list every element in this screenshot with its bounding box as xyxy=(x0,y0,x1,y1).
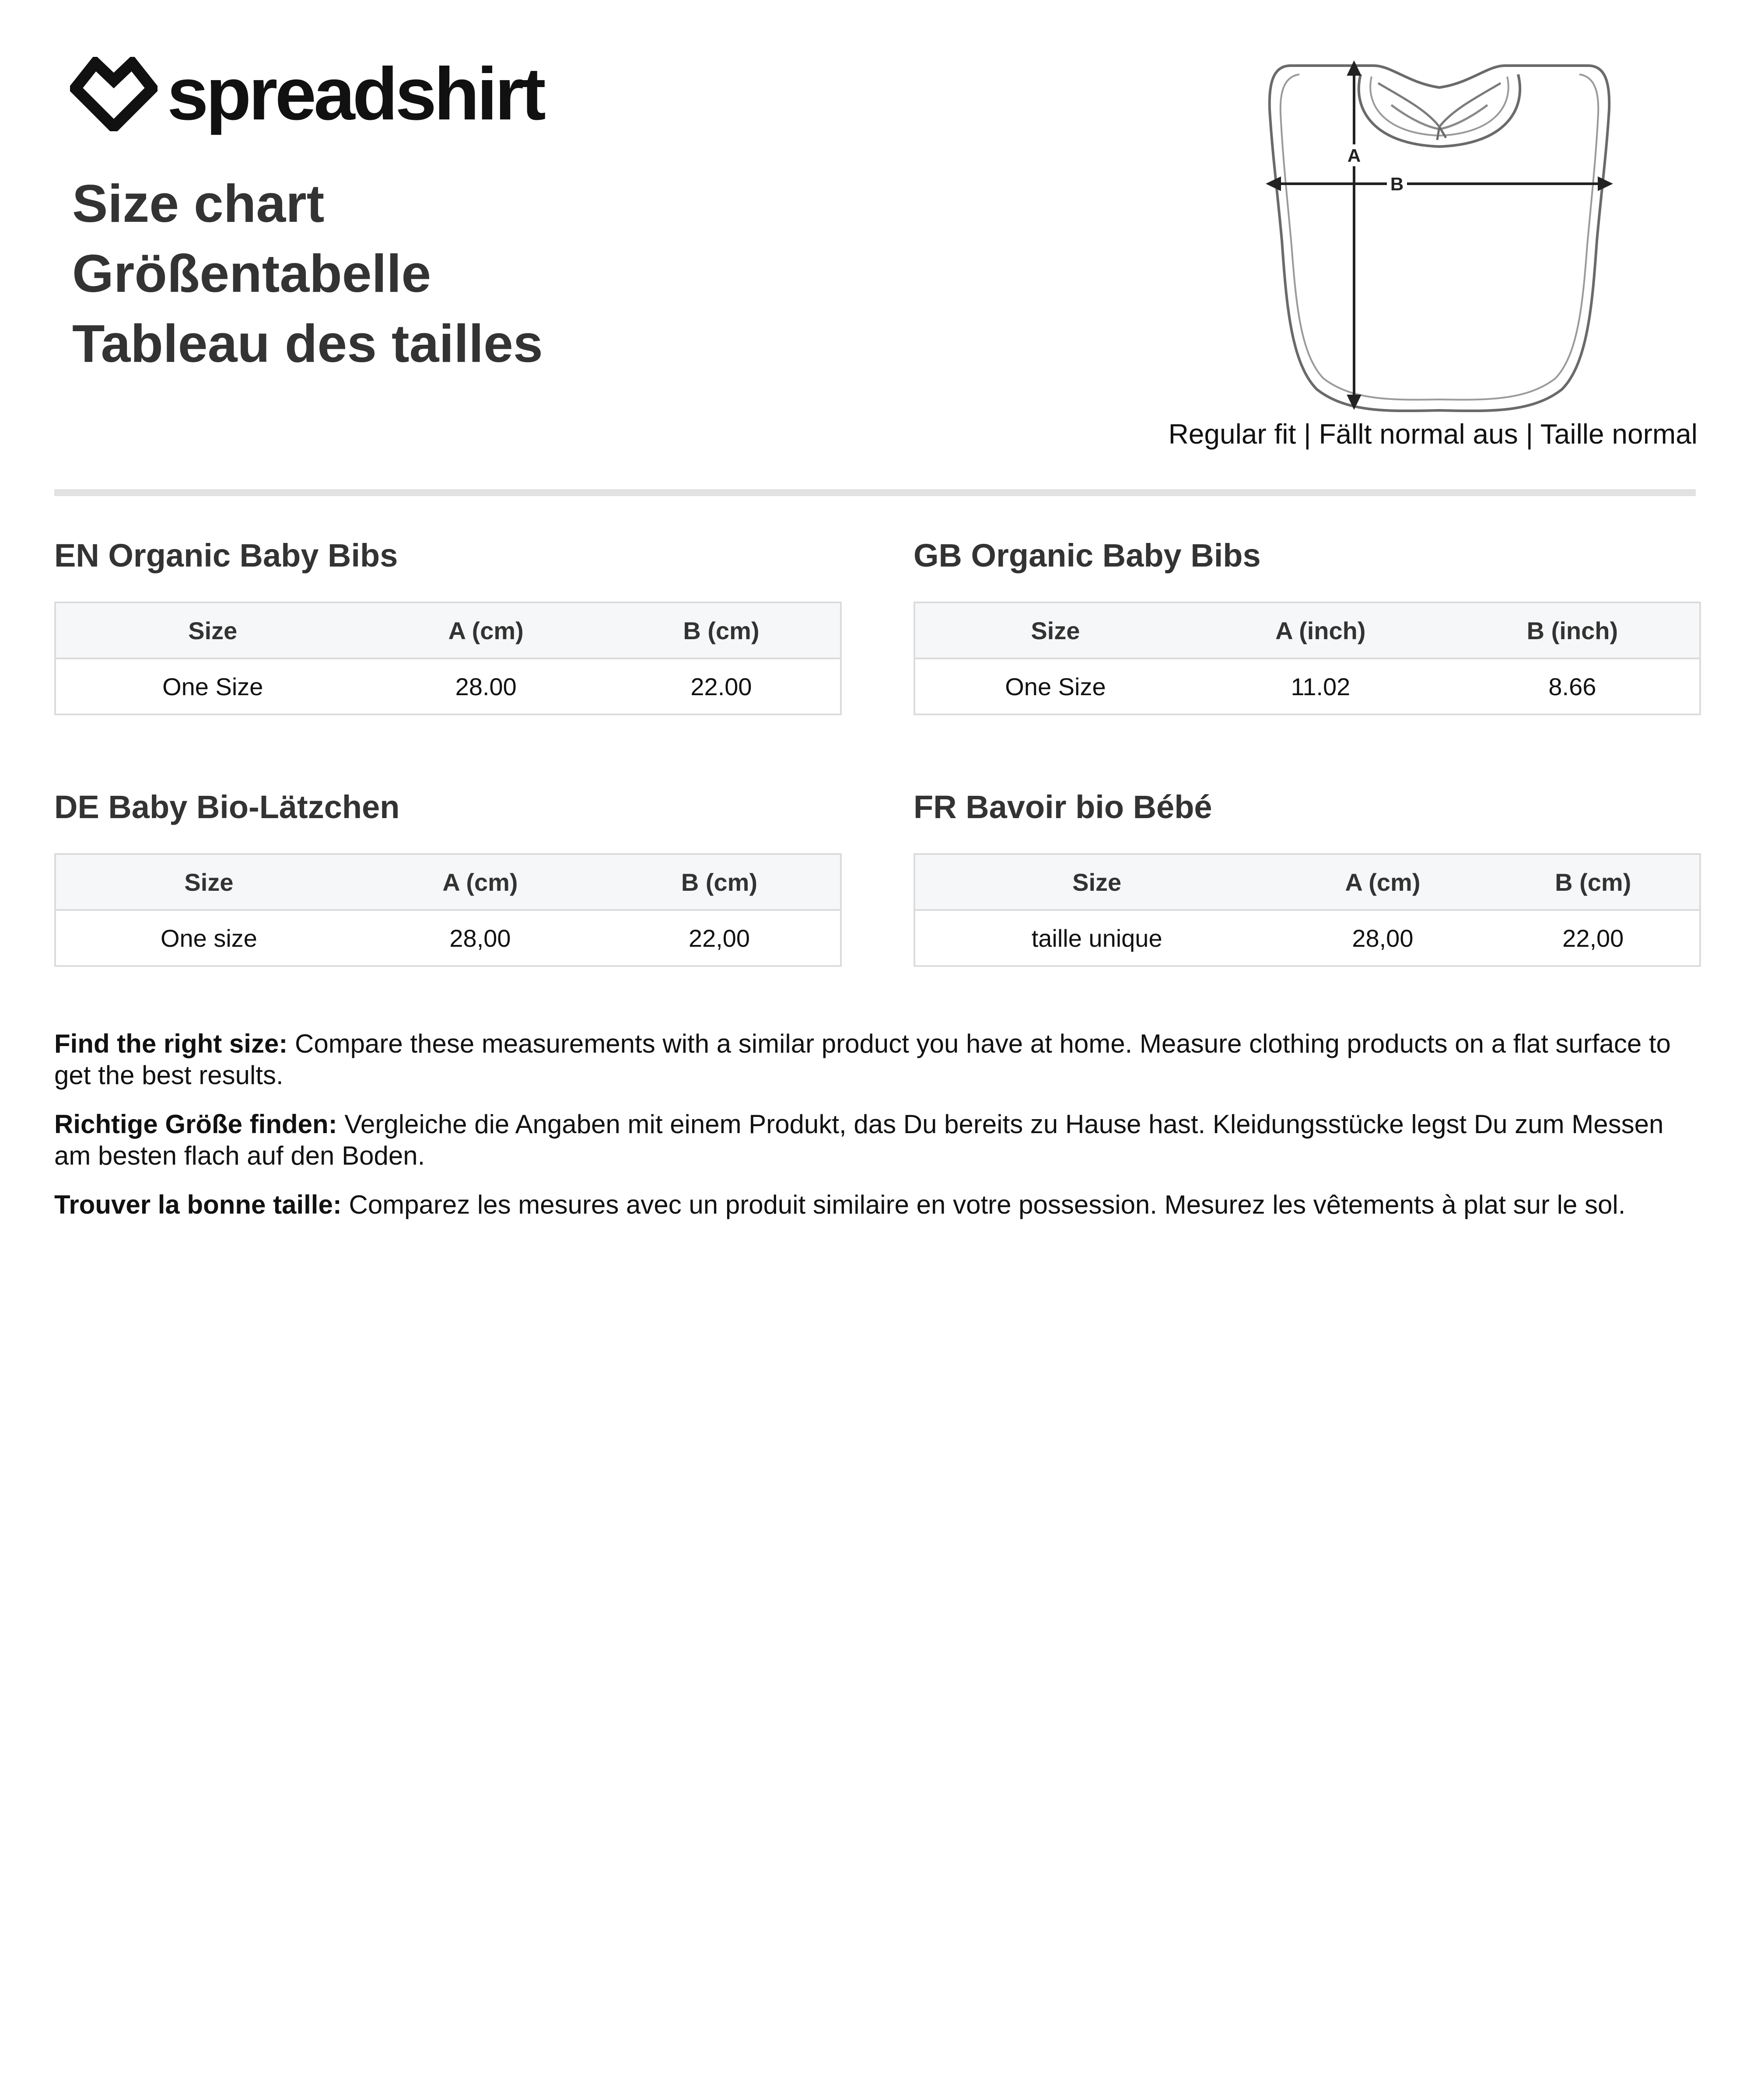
table-cell: 22,00 xyxy=(598,910,841,966)
table-cell: 22,00 xyxy=(1487,910,1701,966)
table-cell: One Size xyxy=(55,658,370,714)
section-heading: GB Organic Baby Bibs xyxy=(914,537,1261,574)
table-cell: 8.66 xyxy=(1446,658,1700,714)
column-header: A (cm) xyxy=(370,602,602,658)
title-fr: Tableau des tailles xyxy=(72,314,543,373)
bib-diagram xyxy=(1260,57,1619,418)
column-header: Size xyxy=(914,854,1278,910)
table-cell: One size xyxy=(55,910,362,966)
note-label: Richtige Größe finden: xyxy=(54,1110,337,1139)
note-text: Compare these measurements with a similar product you have at home. Measure clothing products on a flat surface to get the best results. xyxy=(54,1029,1671,1090)
measurement-notes xyxy=(54,1028,1699,1238)
section-fr xyxy=(914,788,1701,967)
table-header-row xyxy=(914,854,1700,910)
table-row xyxy=(55,658,841,714)
section-heading: DE Baby Bio-Lätzchen xyxy=(54,789,400,825)
bib-illustration xyxy=(1260,57,1619,416)
note-label: Find the right size: xyxy=(54,1029,288,1058)
column-header: A (inch) xyxy=(1196,602,1446,658)
fit-description: Regular fit | Fällt normal aus | Taille normal xyxy=(1168,418,1698,450)
section-gb xyxy=(914,536,1701,715)
table-cell: 28,00 xyxy=(362,910,598,966)
note-label: Trouver la bonne taille: xyxy=(54,1190,342,1219)
table-cell: One Size xyxy=(914,658,1196,714)
size-table-fr xyxy=(914,853,1701,967)
table-cell: 28,00 xyxy=(1278,910,1487,966)
column-header: B (cm) xyxy=(602,602,841,658)
table-cell: 28.00 xyxy=(370,658,602,714)
size-table-gb xyxy=(914,602,1701,715)
section-de xyxy=(54,788,842,967)
section-heading: EN Organic Baby Bibs xyxy=(54,537,398,574)
table-header-row xyxy=(55,602,841,658)
title-block xyxy=(72,168,543,378)
table-header-row xyxy=(914,602,1700,658)
column-header: A (cm) xyxy=(362,854,598,910)
divider xyxy=(54,489,1696,496)
brand-name: spreadshirt xyxy=(167,52,543,136)
column-header: A (cm) xyxy=(1278,854,1487,910)
column-header: B (cm) xyxy=(1487,854,1701,910)
column-header: B (inch) xyxy=(1446,602,1700,658)
note-de xyxy=(54,1109,1699,1172)
table-cell: 11.02 xyxy=(1196,658,1446,714)
table-row xyxy=(914,658,1700,714)
size-table-en xyxy=(54,602,842,715)
table-cell: 22.00 xyxy=(602,658,841,714)
spreadshirt-heart-icon xyxy=(70,57,158,131)
column-header: Size xyxy=(914,602,1196,658)
column-header: Size xyxy=(55,602,370,658)
size-table-de xyxy=(54,853,842,967)
label-b: B xyxy=(1390,174,1404,194)
title-en: Size chart xyxy=(72,174,325,233)
column-header: Size xyxy=(55,854,362,910)
spreadshirt-logo xyxy=(70,52,543,136)
section-en xyxy=(54,536,842,715)
note-text: Comparez les mesures avec un produit similaire en votre possession. Mesurez les vêtements à plat sur le sol. xyxy=(341,1190,1626,1219)
label-a: A xyxy=(1347,145,1361,166)
title-de: Größentabelle xyxy=(72,244,431,303)
column-header: B (cm) xyxy=(598,854,841,910)
note-en xyxy=(54,1028,1699,1091)
table-row xyxy=(55,910,841,966)
note-fr xyxy=(54,1189,1699,1221)
table-row xyxy=(914,910,1700,966)
table-header-row xyxy=(55,854,841,910)
table-cell: taille unique xyxy=(914,910,1278,966)
section-heading: FR Bavoir bio Bébé xyxy=(914,789,1212,825)
note-text: Vergleiche die Angaben mit einem Produkt, das Du bereits zu Hause hast. Kleidungsstücke legst Du zum Messen am besten flach auf den Boden. xyxy=(54,1110,1664,1170)
